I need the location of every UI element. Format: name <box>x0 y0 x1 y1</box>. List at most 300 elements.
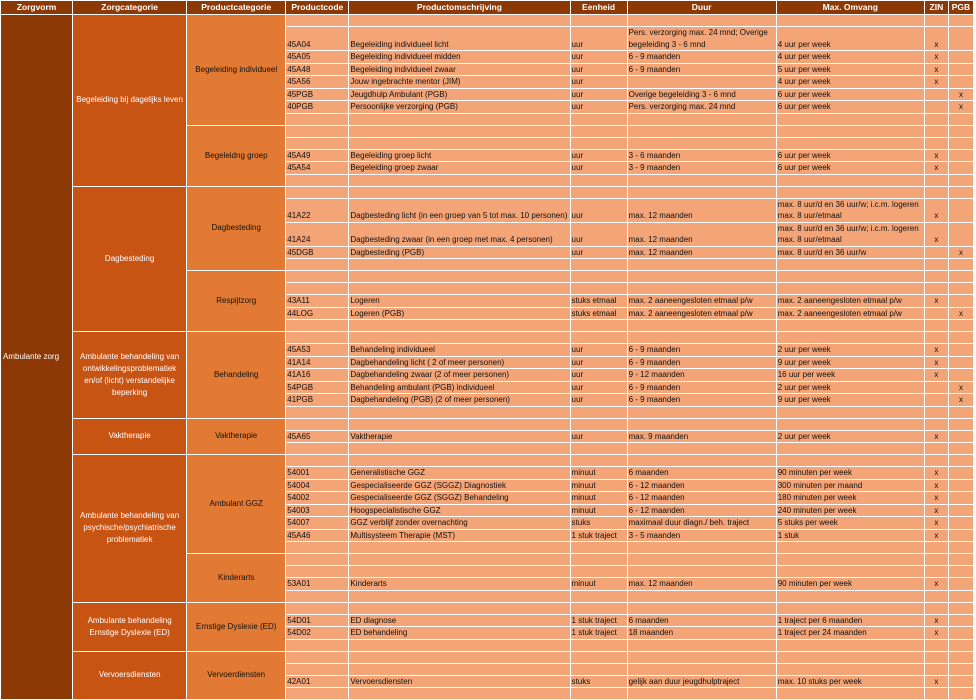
empty-cell <box>948 554 973 566</box>
productcategorie-cell: Vervoerdiensten <box>187 651 286 700</box>
product-unit: stuks <box>570 675 627 688</box>
empty-cell <box>349 455 570 467</box>
empty-cell <box>627 455 776 467</box>
empty-cell <box>627 320 776 332</box>
zorgcategorie-cell: Dagbesteding <box>73 186 187 332</box>
zin-mark: x <box>924 198 948 222</box>
pgb-mark <box>948 27 973 51</box>
product-duration: maximaal duur diagn./ beh. traject <box>627 517 776 530</box>
empty-cell <box>349 566 570 578</box>
product-code: 54D02 <box>286 627 349 640</box>
product-max-volume: 1 traject per 24 maanden <box>776 627 924 640</box>
empty-cell <box>776 320 924 332</box>
empty-cell <box>627 590 776 602</box>
empty-cell <box>570 332 627 344</box>
product-code: 43A11 <box>286 295 349 308</box>
product-code: 45DGB <box>286 246 349 259</box>
zin-mark: x <box>924 344 948 357</box>
empty-cell <box>627 125 776 137</box>
pgb-mark <box>948 578 973 591</box>
product-max-volume: 4 uur per week <box>776 76 924 89</box>
product-description: Begeleiding individueel zwaar <box>349 63 570 76</box>
empty-cell <box>349 125 570 137</box>
empty-cell <box>627 332 776 344</box>
product-description: GGZ verblijf zonder overnachting <box>349 517 570 530</box>
empty-cell <box>286 15 349 27</box>
empty-cell <box>776 283 924 295</box>
product-unit: minuut <box>570 492 627 505</box>
product-description: Behandeling individueel <box>349 344 570 357</box>
column-header: Zorgvorm <box>1 1 73 15</box>
empty-cell <box>948 406 973 418</box>
pgb-mark: x <box>948 246 973 259</box>
product-description: Persoonlijke verzorging (PGB) <box>349 101 570 114</box>
product-unit: minuut <box>570 504 627 517</box>
empty-cell <box>570 174 627 186</box>
empty-cell <box>570 455 627 467</box>
empty-cell <box>924 406 948 418</box>
empty-cell <box>349 418 570 430</box>
zorgcategorie-cell: Ambulante behandeling van psychische/psychiatrische problematiek <box>73 455 187 603</box>
table-row <box>1 418 974 430</box>
empty-cell <box>286 406 349 418</box>
empty-cell <box>570 271 627 283</box>
product-description: Hoogspecialistische GGZ <box>349 504 570 517</box>
empty-cell <box>948 259 973 271</box>
column-header: PGB <box>948 1 973 15</box>
pgb-mark: x <box>948 88 973 101</box>
product-unit: uur <box>570 27 627 51</box>
product-max-volume: 90 minuten per week <box>776 467 924 480</box>
empty-cell <box>286 602 349 614</box>
product-duration: gelijk aan duur jeugdhulptraject <box>627 675 776 688</box>
product-description: Multisysteem Therapie (MST) <box>349 529 570 542</box>
empty-cell <box>924 455 948 467</box>
empty-cell <box>948 271 973 283</box>
empty-cell <box>924 125 948 137</box>
empty-cell <box>627 688 776 700</box>
empty-cell <box>286 639 349 651</box>
column-header: Eenheid <box>570 1 627 15</box>
zin-mark: x <box>924 430 948 443</box>
empty-cell <box>924 639 948 651</box>
product-unit: uur <box>570 76 627 89</box>
empty-cell <box>349 15 570 27</box>
pgb-mark <box>948 504 973 517</box>
zin-mark: x <box>924 295 948 308</box>
product-code: 40PGB <box>286 101 349 114</box>
product-duration: 6 - 9 maanden <box>627 356 776 369</box>
zin-mark: x <box>924 614 948 627</box>
empty-cell <box>570 566 627 578</box>
zin-mark: x <box>924 675 948 688</box>
zin-mark: x <box>924 504 948 517</box>
product-description: Gespecialiseerde GGZ (SGGZ) Diagnostiek <box>349 479 570 492</box>
empty-cell <box>286 443 349 455</box>
product-duration <box>627 76 776 89</box>
productcategorie-cell: Ernstige Dyslexie (ED) <box>187 602 286 651</box>
empty-cell <box>776 651 924 663</box>
pgb-mark <box>948 356 973 369</box>
product-description: Begeleiding groep zwaar <box>349 162 570 175</box>
table-row <box>1 186 974 198</box>
pgb-mark <box>948 295 973 308</box>
product-code: 54003 <box>286 504 349 517</box>
product-unit: minuut <box>570 578 627 591</box>
pgb-mark <box>948 675 973 688</box>
product-description: ED diagnose <box>349 614 570 627</box>
empty-cell <box>924 554 948 566</box>
empty-cell <box>776 125 924 137</box>
zin-mark <box>924 394 948 407</box>
empty-cell <box>776 271 924 283</box>
column-header: Productcode <box>286 1 349 15</box>
empty-cell <box>924 186 948 198</box>
empty-cell <box>776 137 924 149</box>
empty-cell <box>570 259 627 271</box>
product-unit: uur <box>570 63 627 76</box>
column-header: Max. Omvang <box>776 1 924 15</box>
empty-cell <box>627 602 776 614</box>
product-code: 54004 <box>286 479 349 492</box>
empty-cell <box>349 283 570 295</box>
empty-cell <box>570 125 627 137</box>
product-max-volume: 4 uur per week <box>776 51 924 64</box>
empty-cell <box>627 443 776 455</box>
empty-cell <box>924 320 948 332</box>
product-code: 45PGB <box>286 88 349 101</box>
empty-cell <box>286 174 349 186</box>
table-row <box>1 455 974 467</box>
empty-cell <box>924 174 948 186</box>
product-duration: 6 - 12 maanden <box>627 479 776 492</box>
product-unit: uur <box>570 394 627 407</box>
empty-cell <box>776 663 924 675</box>
product-code: 41A22 <box>286 198 349 222</box>
product-unit: uur <box>570 162 627 175</box>
empty-cell <box>286 688 349 700</box>
empty-cell <box>286 186 349 198</box>
empty-cell <box>349 688 570 700</box>
product-duration: 6 - 12 maanden <box>627 504 776 517</box>
empty-cell <box>924 271 948 283</box>
empty-cell <box>948 186 973 198</box>
product-duration: max. 12 maanden <box>627 246 776 259</box>
empty-cell <box>924 663 948 675</box>
product-description: Kinderarts <box>349 578 570 591</box>
zin-mark: x <box>924 479 948 492</box>
empty-cell <box>776 566 924 578</box>
empty-cell <box>776 259 924 271</box>
product-description: Vaktherapie <box>349 430 570 443</box>
empty-cell <box>627 406 776 418</box>
product-duration: 3 - 6 maanden <box>627 149 776 162</box>
product-duration: max. 9 maanden <box>627 430 776 443</box>
zin-mark: x <box>924 162 948 175</box>
zin-mark <box>924 381 948 394</box>
product-description: Dagbesteding licht (in een groep van 5 tot max. 10 personen) <box>349 198 570 222</box>
product-max-volume: 9 uur per week <box>776 356 924 369</box>
empty-cell <box>286 283 349 295</box>
zin-mark: x <box>924 222 948 246</box>
empty-cell <box>286 566 349 578</box>
zin-mark: x <box>924 27 948 51</box>
empty-cell <box>924 259 948 271</box>
empty-cell <box>570 418 627 430</box>
empty-cell <box>948 418 973 430</box>
pgb-mark <box>948 63 973 76</box>
zin-mark <box>924 307 948 320</box>
product-duration: Pers. verzorging max. 24 mnd; Overige begeleiding 3 - 6 mnd <box>627 27 776 51</box>
header-row <box>1 1 974 15</box>
empty-cell <box>924 590 948 602</box>
empty-cell <box>776 455 924 467</box>
empty-cell <box>776 542 924 554</box>
pgb-mark <box>948 517 973 530</box>
empty-cell <box>924 15 948 27</box>
product-max-volume: max. 2 aaneengesloten etmaal p/w <box>776 307 924 320</box>
product-max-volume: 1 traject per 6 maanden <box>776 614 924 627</box>
pgb-mark: x <box>948 307 973 320</box>
product-duration: 6 - 9 maanden <box>627 51 776 64</box>
empty-cell <box>776 443 924 455</box>
product-unit: stuks <box>570 517 627 530</box>
empty-cell <box>948 443 973 455</box>
zorgvorm-cell: Ambulante zorg <box>1 15 73 700</box>
empty-cell <box>627 418 776 430</box>
empty-cell <box>924 418 948 430</box>
empty-cell <box>570 443 627 455</box>
product-duration: Overige begeleiding 3 - 6 mnd <box>627 88 776 101</box>
product-duration: 6 - 9 maanden <box>627 381 776 394</box>
empty-cell <box>924 688 948 700</box>
product-description: Begeleiding individueel midden <box>349 51 570 64</box>
empty-cell <box>627 651 776 663</box>
product-description: Dagbesteding (PGB) <box>349 246 570 259</box>
product-max-volume: max. 10 stuks per week <box>776 675 924 688</box>
empty-cell <box>948 455 973 467</box>
pgb-mark: x <box>948 381 973 394</box>
product-max-volume: 6 uur per week <box>776 162 924 175</box>
productcategorie-cell: Begeleiding individueel <box>187 15 286 126</box>
empty-cell <box>776 186 924 198</box>
product-code: 53A01 <box>286 578 349 591</box>
empty-cell <box>627 259 776 271</box>
product-description: Dagbehandeling (PGB) (2 of meer personen) <box>349 394 570 407</box>
product-description: Begeleiding individueel licht <box>349 27 570 51</box>
product-duration: 18 maanden <box>627 627 776 640</box>
zin-mark: x <box>924 369 948 382</box>
pgb-mark <box>948 198 973 222</box>
product-duration: 9 - 12 maanden <box>627 369 776 382</box>
empty-cell <box>349 663 570 675</box>
empty-cell <box>776 688 924 700</box>
empty-cell <box>570 554 627 566</box>
product-code: 54001 <box>286 467 349 480</box>
product-description: Dagbehandeling licht ( 2 of meer personen) <box>349 356 570 369</box>
zin-mark: x <box>924 356 948 369</box>
product-duration: 3 - 5 maanden <box>627 529 776 542</box>
product-duration: max. 12 maanden <box>627 198 776 222</box>
empty-cell <box>924 332 948 344</box>
productcategorie-cell: Behandeling <box>187 332 286 419</box>
product-duration: max. 12 maanden <box>627 222 776 246</box>
empty-cell <box>776 418 924 430</box>
pgb-mark <box>948 76 973 89</box>
zin-mark <box>924 101 948 114</box>
zin-mark: x <box>924 627 948 640</box>
zin-mark: x <box>924 578 948 591</box>
product-code: 41A14 <box>286 356 349 369</box>
empty-cell <box>627 283 776 295</box>
zin-mark: x <box>924 467 948 480</box>
zin-mark: x <box>924 517 948 530</box>
product-max-volume: 6 uur per week <box>776 101 924 114</box>
product-unit: uur <box>570 344 627 357</box>
empty-cell <box>349 113 570 125</box>
pgb-mark: x <box>948 101 973 114</box>
empty-cell <box>627 542 776 554</box>
empty-cell <box>627 554 776 566</box>
empty-cell <box>349 186 570 198</box>
product-duration: 6 - 9 maanden <box>627 394 776 407</box>
product-max-volume: 300 minuten per maand <box>776 479 924 492</box>
zorgcategorie-cell: Ambulante behandeling Ernstige Dyslexie (ED) <box>73 602 187 651</box>
product-duration: 6 maanden <box>627 614 776 627</box>
empty-cell <box>570 590 627 602</box>
column-header: Zorgcategorie <box>73 1 187 15</box>
product-description: Dagbehandeling zwaar (2 of meer personen) <box>349 369 570 382</box>
empty-cell <box>349 590 570 602</box>
empty-cell <box>349 174 570 186</box>
product-code: 54002 <box>286 492 349 505</box>
pgb-mark <box>948 430 973 443</box>
empty-cell <box>924 651 948 663</box>
product-code: 45A53 <box>286 344 349 357</box>
product-code: 45A54 <box>286 162 349 175</box>
product-code: 45A49 <box>286 149 349 162</box>
empty-cell <box>286 418 349 430</box>
empty-cell <box>349 554 570 566</box>
empty-cell <box>349 259 570 271</box>
empty-cell <box>349 443 570 455</box>
pgb-mark <box>948 529 973 542</box>
product-max-volume: max. 8 uur/d en 36 uur/w; i.c.m. logeren max. 8 uur/etmaal <box>776 222 924 246</box>
empty-cell <box>286 590 349 602</box>
product-code: 44LOG <box>286 307 349 320</box>
product-unit: stuks etmaal <box>570 295 627 308</box>
empty-cell <box>627 663 776 675</box>
product-code: 45A04 <box>286 27 349 51</box>
product-max-volume: 1 stuk <box>776 529 924 542</box>
product-max-volume: 180 minuten per week <box>776 492 924 505</box>
product-max-volume: 4 uur per week <box>776 27 924 51</box>
column-header: ZIN <box>924 1 948 15</box>
product-max-volume: 2 uur per week <box>776 344 924 357</box>
product-duration: 3 - 9 maanden <box>627 162 776 175</box>
empty-cell <box>776 554 924 566</box>
empty-cell <box>286 651 349 663</box>
table-body <box>1 15 974 700</box>
empty-cell <box>286 542 349 554</box>
empty-cell <box>948 590 973 602</box>
empty-cell <box>349 271 570 283</box>
empty-cell <box>948 663 973 675</box>
empty-cell <box>349 639 570 651</box>
product-code: 41PGB <box>286 394 349 407</box>
empty-cell <box>948 137 973 149</box>
empty-cell <box>570 406 627 418</box>
empty-cell <box>286 271 349 283</box>
empty-cell <box>924 566 948 578</box>
empty-cell <box>776 332 924 344</box>
empty-cell <box>776 639 924 651</box>
product-description: Dagbesteding zwaar (in een groep met max. 4 personen) <box>349 222 570 246</box>
product-description: Jeugdhulp Ambulant (PGB) <box>349 88 570 101</box>
product-duration: Pers. verzorging max. 24 mnd <box>627 101 776 114</box>
empty-cell <box>570 688 627 700</box>
empty-cell <box>627 271 776 283</box>
product-code: 54PGB <box>286 381 349 394</box>
product-code: 41A24 <box>286 222 349 246</box>
empty-cell <box>286 125 349 137</box>
product-code: 54D01 <box>286 614 349 627</box>
empty-cell <box>570 186 627 198</box>
empty-cell <box>948 15 973 27</box>
product-duration: 6 - 9 maanden <box>627 63 776 76</box>
product-unit: uur <box>570 430 627 443</box>
empty-cell <box>627 15 776 27</box>
product-max-volume: 240 minuten per week <box>776 504 924 517</box>
product-max-volume: 9 uur per week <box>776 394 924 407</box>
empty-cell <box>349 332 570 344</box>
empty-cell <box>570 542 627 554</box>
empty-cell <box>286 332 349 344</box>
product-duration: max. 2 aaneengesloten etmaal p/w <box>627 307 776 320</box>
empty-cell <box>349 602 570 614</box>
zin-mark <box>924 88 948 101</box>
product-max-volume: 5 stuks per week <box>776 517 924 530</box>
product-duration: 6 - 9 maanden <box>627 344 776 357</box>
product-description: Generalistische GGZ <box>349 467 570 480</box>
empty-cell <box>948 283 973 295</box>
zin-mark: x <box>924 76 948 89</box>
product-unit: 1 stuk traject <box>570 529 627 542</box>
pgb-mark <box>948 614 973 627</box>
empty-cell <box>570 283 627 295</box>
zin-mark: x <box>924 149 948 162</box>
empty-cell <box>286 259 349 271</box>
product-max-volume: max. 8 uur/d en 36 uur/w <box>776 246 924 259</box>
empty-cell <box>776 406 924 418</box>
empty-cell <box>948 651 973 663</box>
product-description: Vervoersdiensten <box>349 675 570 688</box>
empty-cell <box>627 186 776 198</box>
product-unit: minuut <box>570 467 627 480</box>
product-unit: uur <box>570 356 627 369</box>
empty-cell <box>948 332 973 344</box>
empty-cell <box>570 663 627 675</box>
table-row <box>1 15 974 27</box>
zin-mark: x <box>924 51 948 64</box>
pgb-mark <box>948 162 973 175</box>
product-duration: 6 maanden <box>627 467 776 480</box>
empty-cell <box>627 113 776 125</box>
product-description: Begeleiding groep licht <box>349 149 570 162</box>
empty-cell <box>948 113 973 125</box>
empty-cell <box>948 320 973 332</box>
product-duration: 6 - 12 maanden <box>627 492 776 505</box>
